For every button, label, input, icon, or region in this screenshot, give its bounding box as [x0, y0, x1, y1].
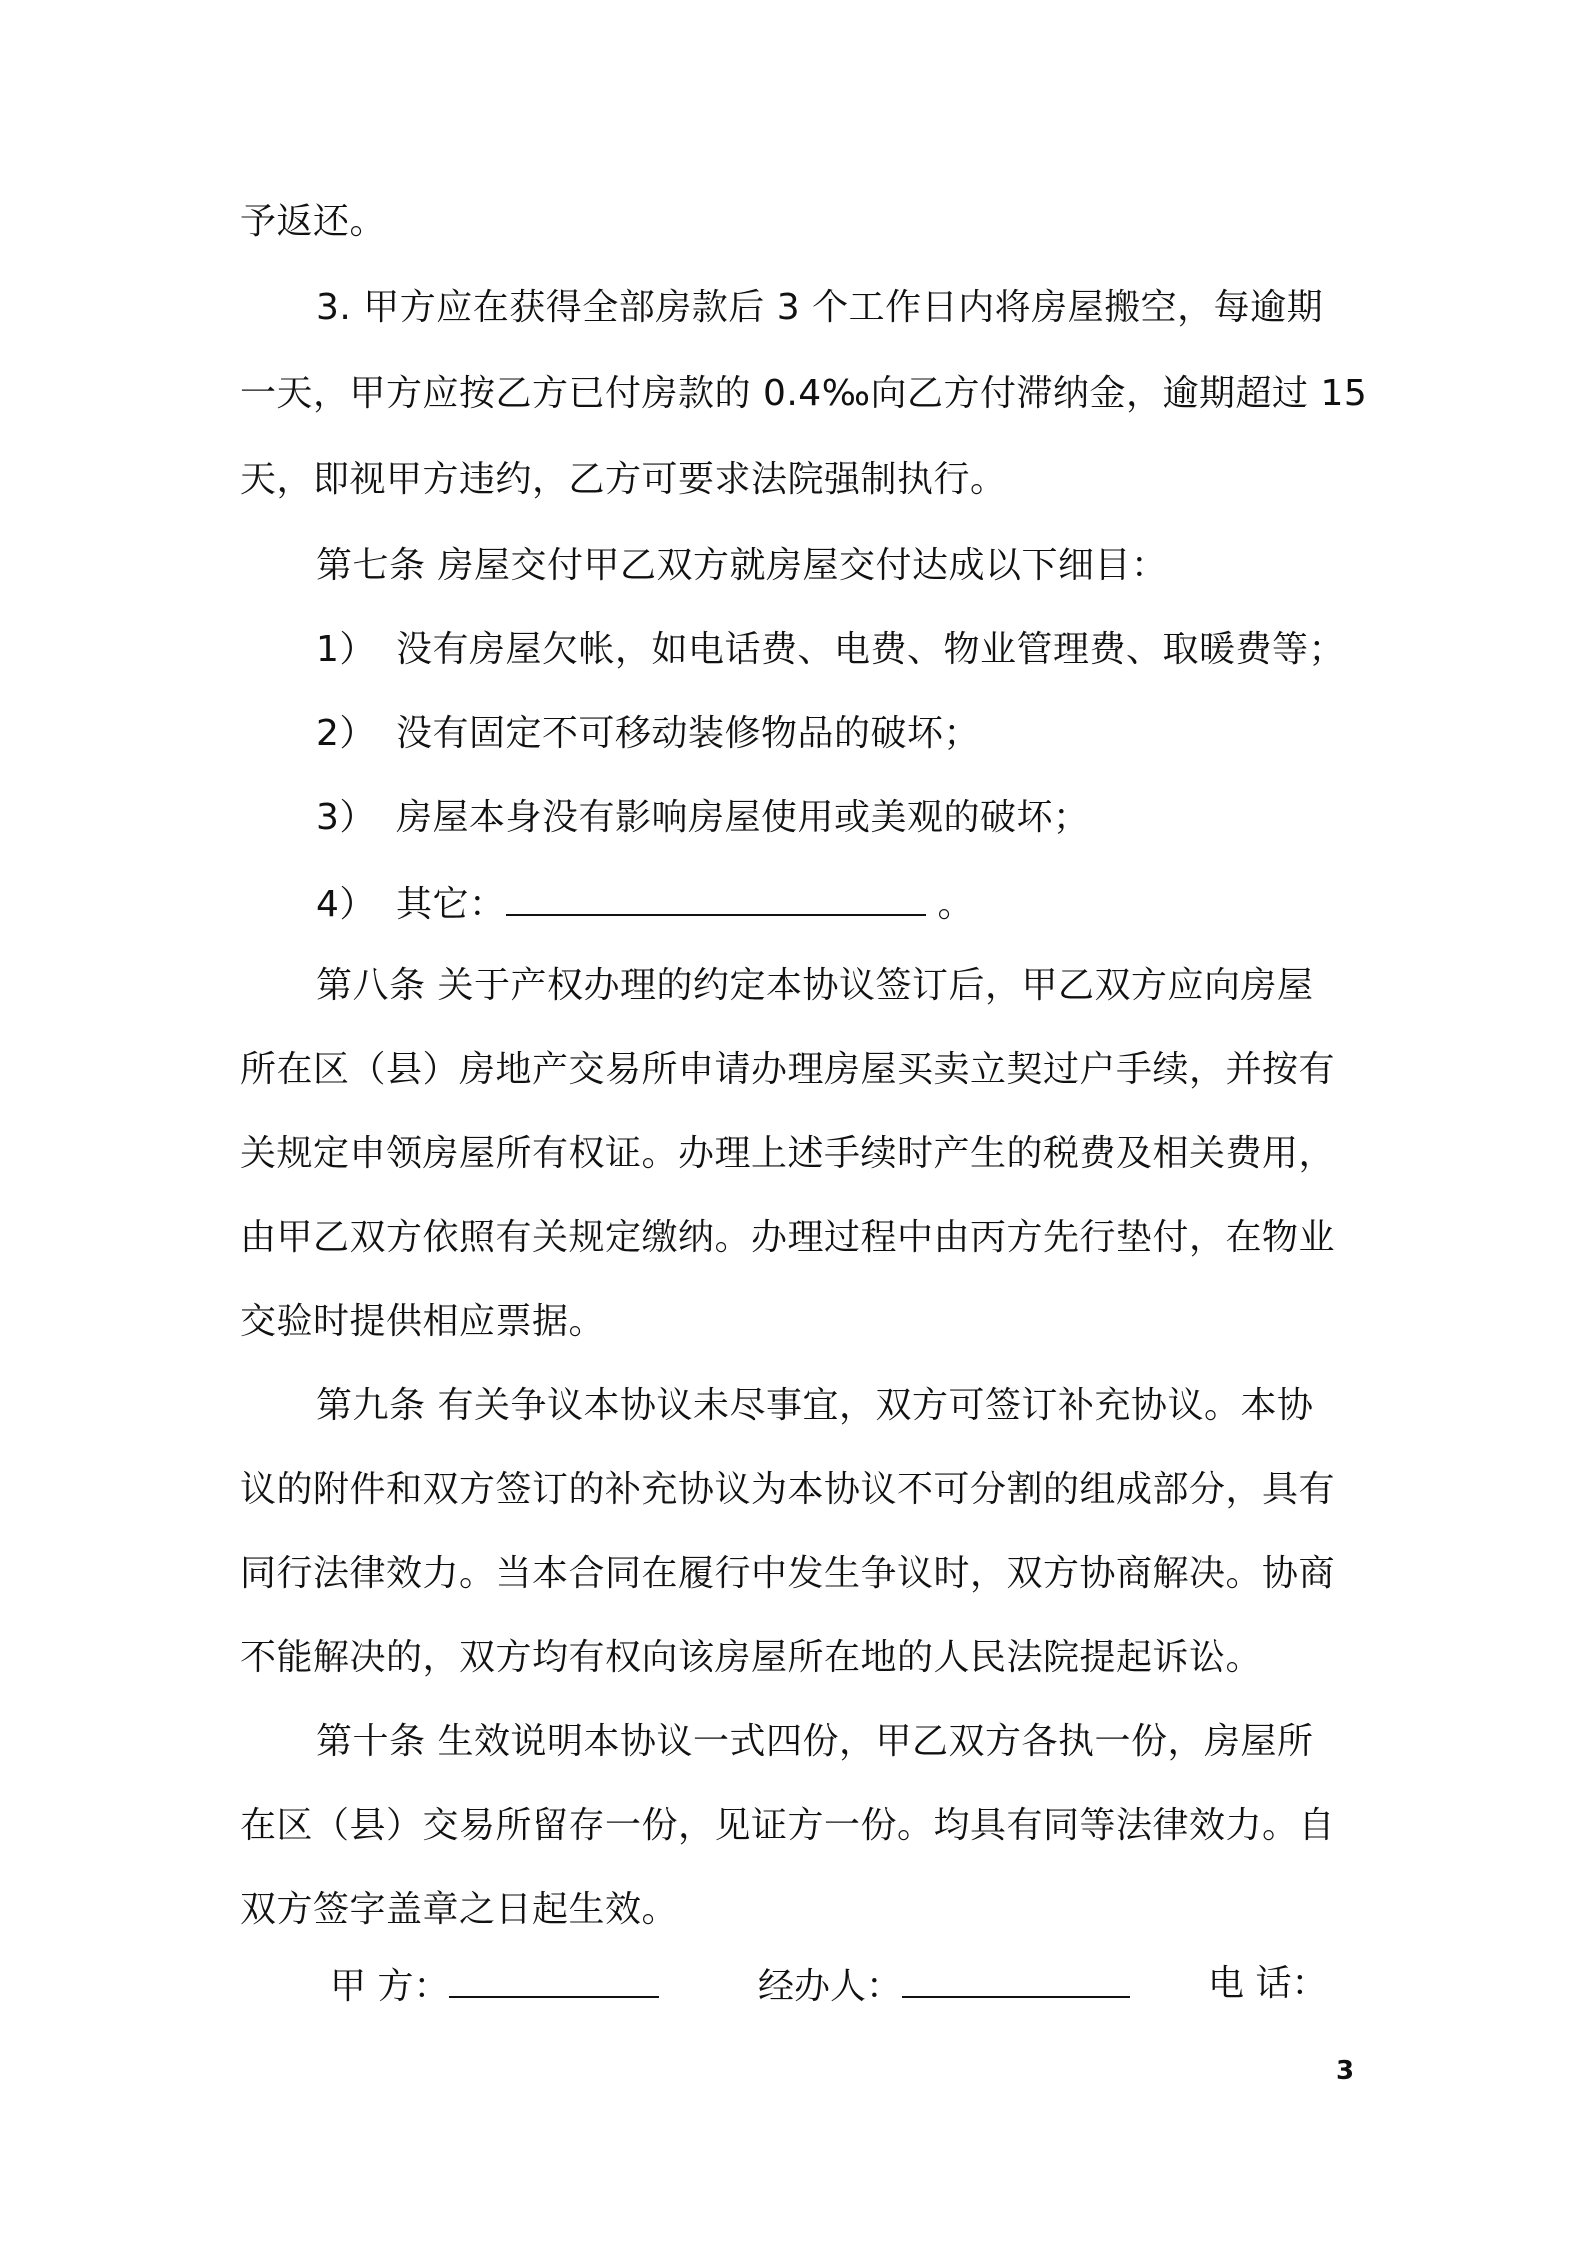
article-9-line: 第九条 有关争议本协议未尽事宜，双方可签订补充协议。本协: [316, 1385, 1314, 1426]
list-item: [316, 880, 1436, 927]
signature-agent: [758, 1962, 1130, 2009]
article-8-line: 关规定申领房屋所有权证。办理上述手续时产生的税费及相关费用，: [240, 1133, 1336, 1174]
signature-label: 甲 方：: [330, 1966, 450, 2007]
article-9-line: 同行法律效力。当本合同在履行中发生争议时，双方协商解决。协商: [240, 1553, 1336, 1594]
article-8-line: 交验时提供相应票据。: [240, 1301, 606, 1342]
list-item: [316, 712, 1436, 756]
signature-blank: [449, 1962, 659, 1998]
signature-phone: [1208, 1962, 1327, 2006]
fill-in-blank: [506, 880, 926, 916]
text-line: 3. 甲方应在获得全部房款后 3 个工作日内将房屋搬空，每逾期: [316, 287, 1324, 328]
list-item: [316, 628, 1436, 672]
article-9-line: 议的附件和双方签订的补充协议为本协议不可分割的组成部分，具有: [240, 1469, 1336, 1510]
signature-party-a: [330, 1962, 659, 2009]
article-7-heading: 第七条 房屋交付甲乙双方就房屋交付达成以下细目：: [316, 545, 1168, 586]
article-9-line: 不能解决的，双方均有权向该房屋所在地的人民法院提起诉讼。: [240, 1637, 1263, 1678]
list-text: 没有房屋欠帐，如电话费、电费、物业管理费、取暖费等；: [396, 629, 1346, 670]
text-line: 一天，甲方应按乙方已付房款的 0.4‰向乙方付滞纳金，逾期超过 15: [240, 373, 1368, 414]
article-10-line: 在区（县）交易所留存一份，见证方一份。均具有同等法律效力。自: [240, 1805, 1336, 1846]
article-8-line: 第八条 关于产权办理的约定本协议签订后，甲乙双方应向房屋: [316, 965, 1314, 1006]
text-line: 予返还。: [240, 201, 387, 242]
list-text: 房屋本身没有影响房屋使用或美观的破坏；: [396, 797, 1090, 838]
list-number: 1）: [316, 629, 376, 670]
article-8-line: 所在区（县）房地产交易所申请办理房屋买卖立契过户手续，并按有: [240, 1049, 1336, 1090]
article-10-line: 第十条 生效说明本协议一式四份，甲乙双方各执一份，房屋所: [316, 1721, 1314, 1762]
list-text: 没有固定不可移动装修物品的破坏；: [396, 713, 981, 754]
list-number: 2）: [316, 713, 376, 754]
list-suffix: 。: [925, 884, 974, 925]
list-number: 4）: [316, 884, 376, 925]
text-line: 天，即视甲方违约，乙方可要求法院强制执行。: [240, 459, 1007, 500]
signature-blank: [902, 1962, 1130, 1998]
article-10-line: 双方签字盖章之日起生效。: [240, 1889, 679, 1930]
article-8-line: 由甲乙双方依照有关规定缴纳。办理过程中由丙方先行垫付，在物业: [240, 1217, 1336, 1258]
list-item: [316, 796, 1436, 840]
signature-label: 经办人：: [758, 1966, 903, 2007]
signature-label: 电 话：: [1208, 1963, 1328, 2004]
page-number: 3: [1336, 2056, 1355, 2086]
list-number: 3）: [316, 797, 376, 838]
list-text: 其它：: [396, 884, 506, 925]
